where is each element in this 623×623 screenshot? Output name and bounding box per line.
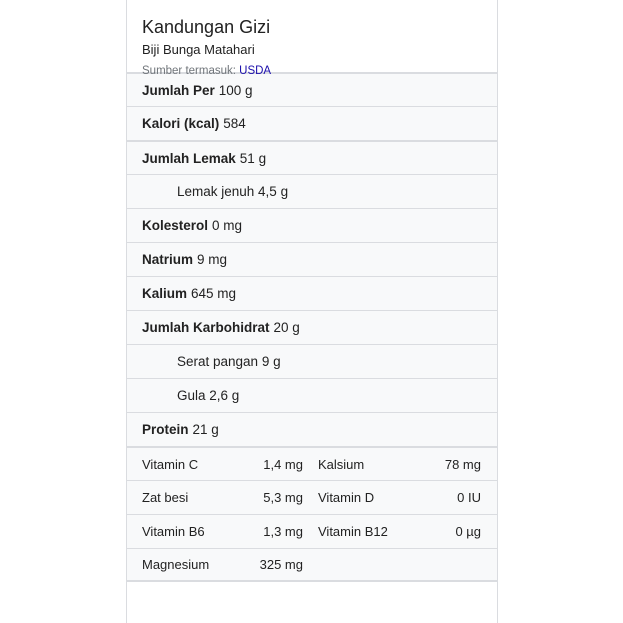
row-value: Serat pangan 9 g xyxy=(177,354,281,369)
row-label: Jumlah Per xyxy=(142,82,215,98)
row-value: 0 mg xyxy=(212,218,243,233)
vitamin-cell xyxy=(127,490,303,505)
row-value: 9 mg xyxy=(197,252,228,267)
row-protein xyxy=(127,412,497,446)
row-cholesterol xyxy=(127,208,497,242)
vitamin-name: Vitamin B6 xyxy=(142,524,205,539)
vitamin-value: 5,3 mg xyxy=(263,490,303,505)
row-dietary-fiber xyxy=(127,344,497,378)
nutrition-rows xyxy=(127,72,497,582)
vitamin-cell xyxy=(303,524,481,539)
row-label: Natrium xyxy=(142,252,194,267)
vitamin-row xyxy=(127,446,497,480)
vitamin-name: Vitamin B12 xyxy=(318,524,388,539)
row-total-fat xyxy=(127,140,497,174)
row-sodium xyxy=(127,242,497,276)
row-sugar xyxy=(127,378,497,412)
vitamin-cell xyxy=(127,557,303,572)
vitamin-row xyxy=(127,480,497,514)
vitamin-row xyxy=(127,548,497,582)
vitamin-name: Vitamin D xyxy=(318,490,375,505)
vitamin-cell xyxy=(303,457,481,472)
row-label: Kalium xyxy=(142,286,188,301)
vitamin-value: 0 µg xyxy=(455,524,481,539)
vitamin-name: Vitamin C xyxy=(142,456,199,472)
source-link-usda[interactable]: USDA xyxy=(239,65,272,77)
vitamin-name: Zat besi xyxy=(142,490,189,505)
panel-title: Kandungan Gizi xyxy=(142,17,271,37)
row-value: Lemak jenuh 4,5 g xyxy=(177,184,289,199)
row-value: 51 g xyxy=(239,150,267,166)
vitamin-cell xyxy=(127,524,303,539)
nutrition-header xyxy=(127,0,497,77)
vitamin-value: 1,3 mg xyxy=(263,524,303,539)
vitamin-name: Kalsium xyxy=(318,456,365,472)
row-total-carbohydrate xyxy=(127,310,497,344)
vitamin-value: 78 mg xyxy=(444,456,481,472)
vitamin-value: 325 mg xyxy=(259,557,303,572)
vitamin-value: 1,4 mg xyxy=(263,456,303,472)
food-name: Biji Bunga Matahari xyxy=(142,42,255,57)
vitamin-cell xyxy=(303,490,481,505)
vitamin-row xyxy=(127,514,497,548)
row-value: Gula 2,6 g xyxy=(177,388,240,403)
row-saturated-fat xyxy=(127,174,497,208)
row-label: Jumlah Karbohidrat xyxy=(142,320,270,335)
nutrition-panel xyxy=(126,0,498,623)
row-value: 584 xyxy=(223,116,246,131)
row-label: Kalori (kcal) xyxy=(142,116,220,131)
vitamin-cell xyxy=(127,457,303,472)
source-prefix: Sumber termasuk: xyxy=(142,65,240,77)
row-label: Kolesterol xyxy=(142,218,209,233)
row-label: Protein xyxy=(142,422,189,437)
row-value: 100 g xyxy=(218,82,253,98)
row-calories xyxy=(127,106,497,140)
row-value: 21 g xyxy=(192,422,219,437)
row-potassium xyxy=(127,276,497,310)
vitamin-name: Magnesium xyxy=(142,557,210,572)
row-value: 20 g xyxy=(273,320,300,335)
row-label: Jumlah Lemak xyxy=(142,150,236,166)
row-value: 645 mg xyxy=(191,286,237,301)
vitamin-value: 0 IU xyxy=(457,490,481,505)
